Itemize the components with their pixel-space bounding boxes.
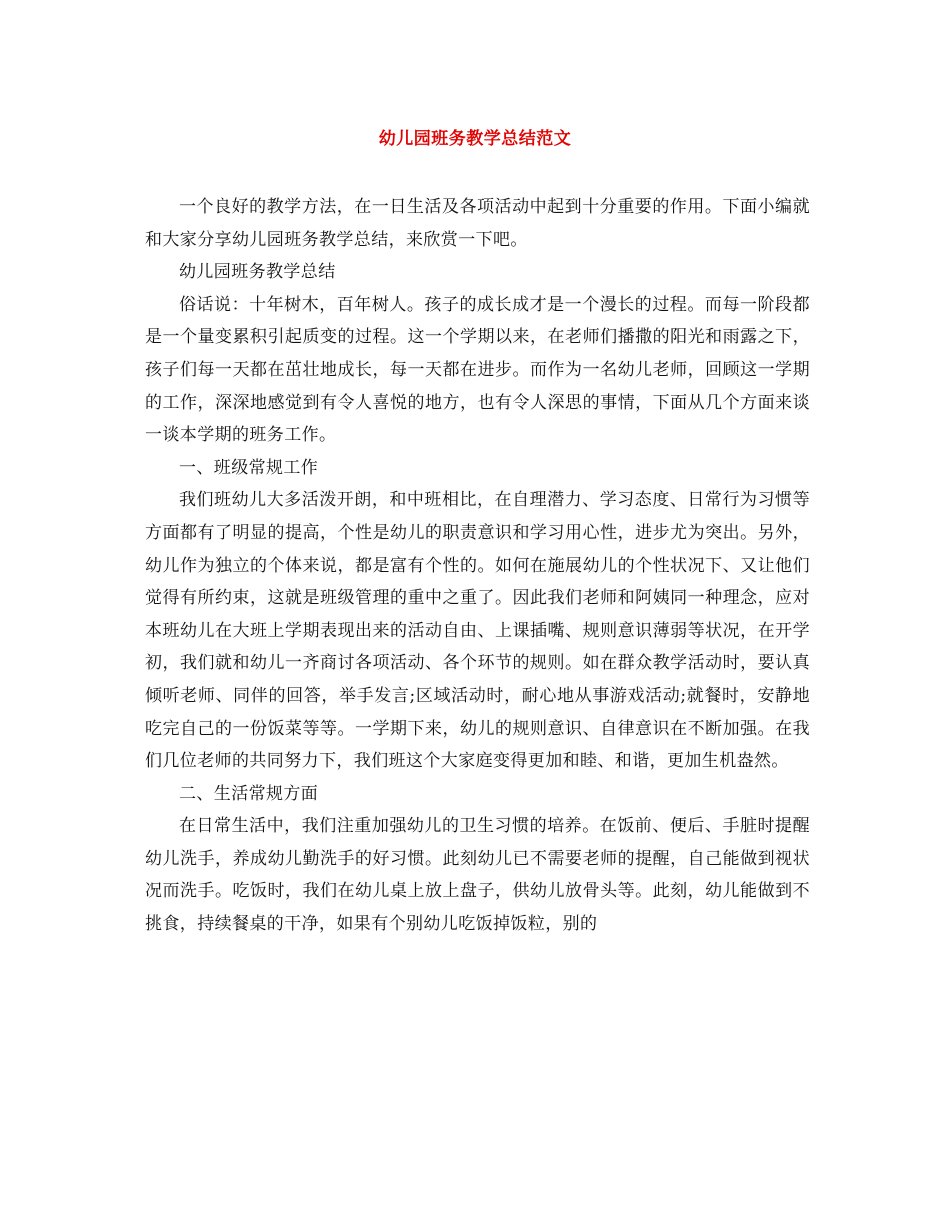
intro-paragraph: 一个良好的教学方法，在一日生活及各项活动中起到十分重要的作用。下面小编就和大家分享幼儿园班务教学总结，来欣赏一下吧。 <box>145 197 810 250</box>
document-title: 幼儿园班务教学总结范文 <box>378 129 572 149</box>
section-heading-2: 二、生活常规方面 <box>179 783 319 804</box>
body-paragraph: 我们班幼儿大多活泼开朗，和中班相比，在自理潜力、学习态度、日常行为习惯等方面都有了明显的提高，个性是幼儿的职责意识和学习用心性，进步尤为突出。另外，幼儿作为独立的个体来说，都是富有个性的。如何在施展幼儿的个性状况下、又让他们觉得有所约束，这就是班级管理的重中之重了。因此我们老师和阿姨同一种理念，应对本班幼儿在大班上学期表现出来的活动自由、上课插嘴、规则意识薄弱等状况，在开学初，我们就和幼儿一齐商讨各项活动、各个环节的规则。如在群众教学活动时，要认真倾听老师、同伴的回答，举手发言;区域活动时，耐心地从事游戏活动;就餐时，安静地吃完自己的一份饭菜等等。一学期下来，幼儿的规则意识、自律意识在不断加强。在我们几位老师的共同努力下，我们班这个大家庭变得更加和睦、和谐，更加生机盎然。 <box>145 490 810 772</box>
section-heading-1: 一、班级常规工作 <box>179 457 319 478</box>
body-paragraph: 俗话说：十年树木，百年树人。孩子的成长成才是一个漫长的过程。而每一阶段都是一个量变累积引起质变的过程。这一个学期以来，在老师们播撒的阳光和雨露之下，孩子们每一天都在茁壮地成长，每一天都在进步。而作为一名幼儿老师，回顾这一学期的工作，深深地感觉到有令人喜悦的地方，也有令人深思的事情，下面从几个方面来谈一谈本学期的班务工作。 <box>145 294 810 446</box>
document-body <box>145 191 810 941</box>
subheading: 幼儿园班务教学总结 <box>179 262 336 283</box>
body-paragraph: 在日常生活中，我们注重加强幼儿的卫生习惯的培养。在饭前、便后、手脏时提醒幼儿洗手，养成幼儿勤洗手的好习惯。此刻幼儿已不需要老师的提醒，自己能做到视状况而洗手。吃饭时，我们在幼儿桌上放上盘子，供幼儿放骨头等。此刻，幼儿能做到不挑食，持续餐桌的干净，如果有个别幼儿吃饭掉饭粒，别的 <box>145 816 810 935</box>
